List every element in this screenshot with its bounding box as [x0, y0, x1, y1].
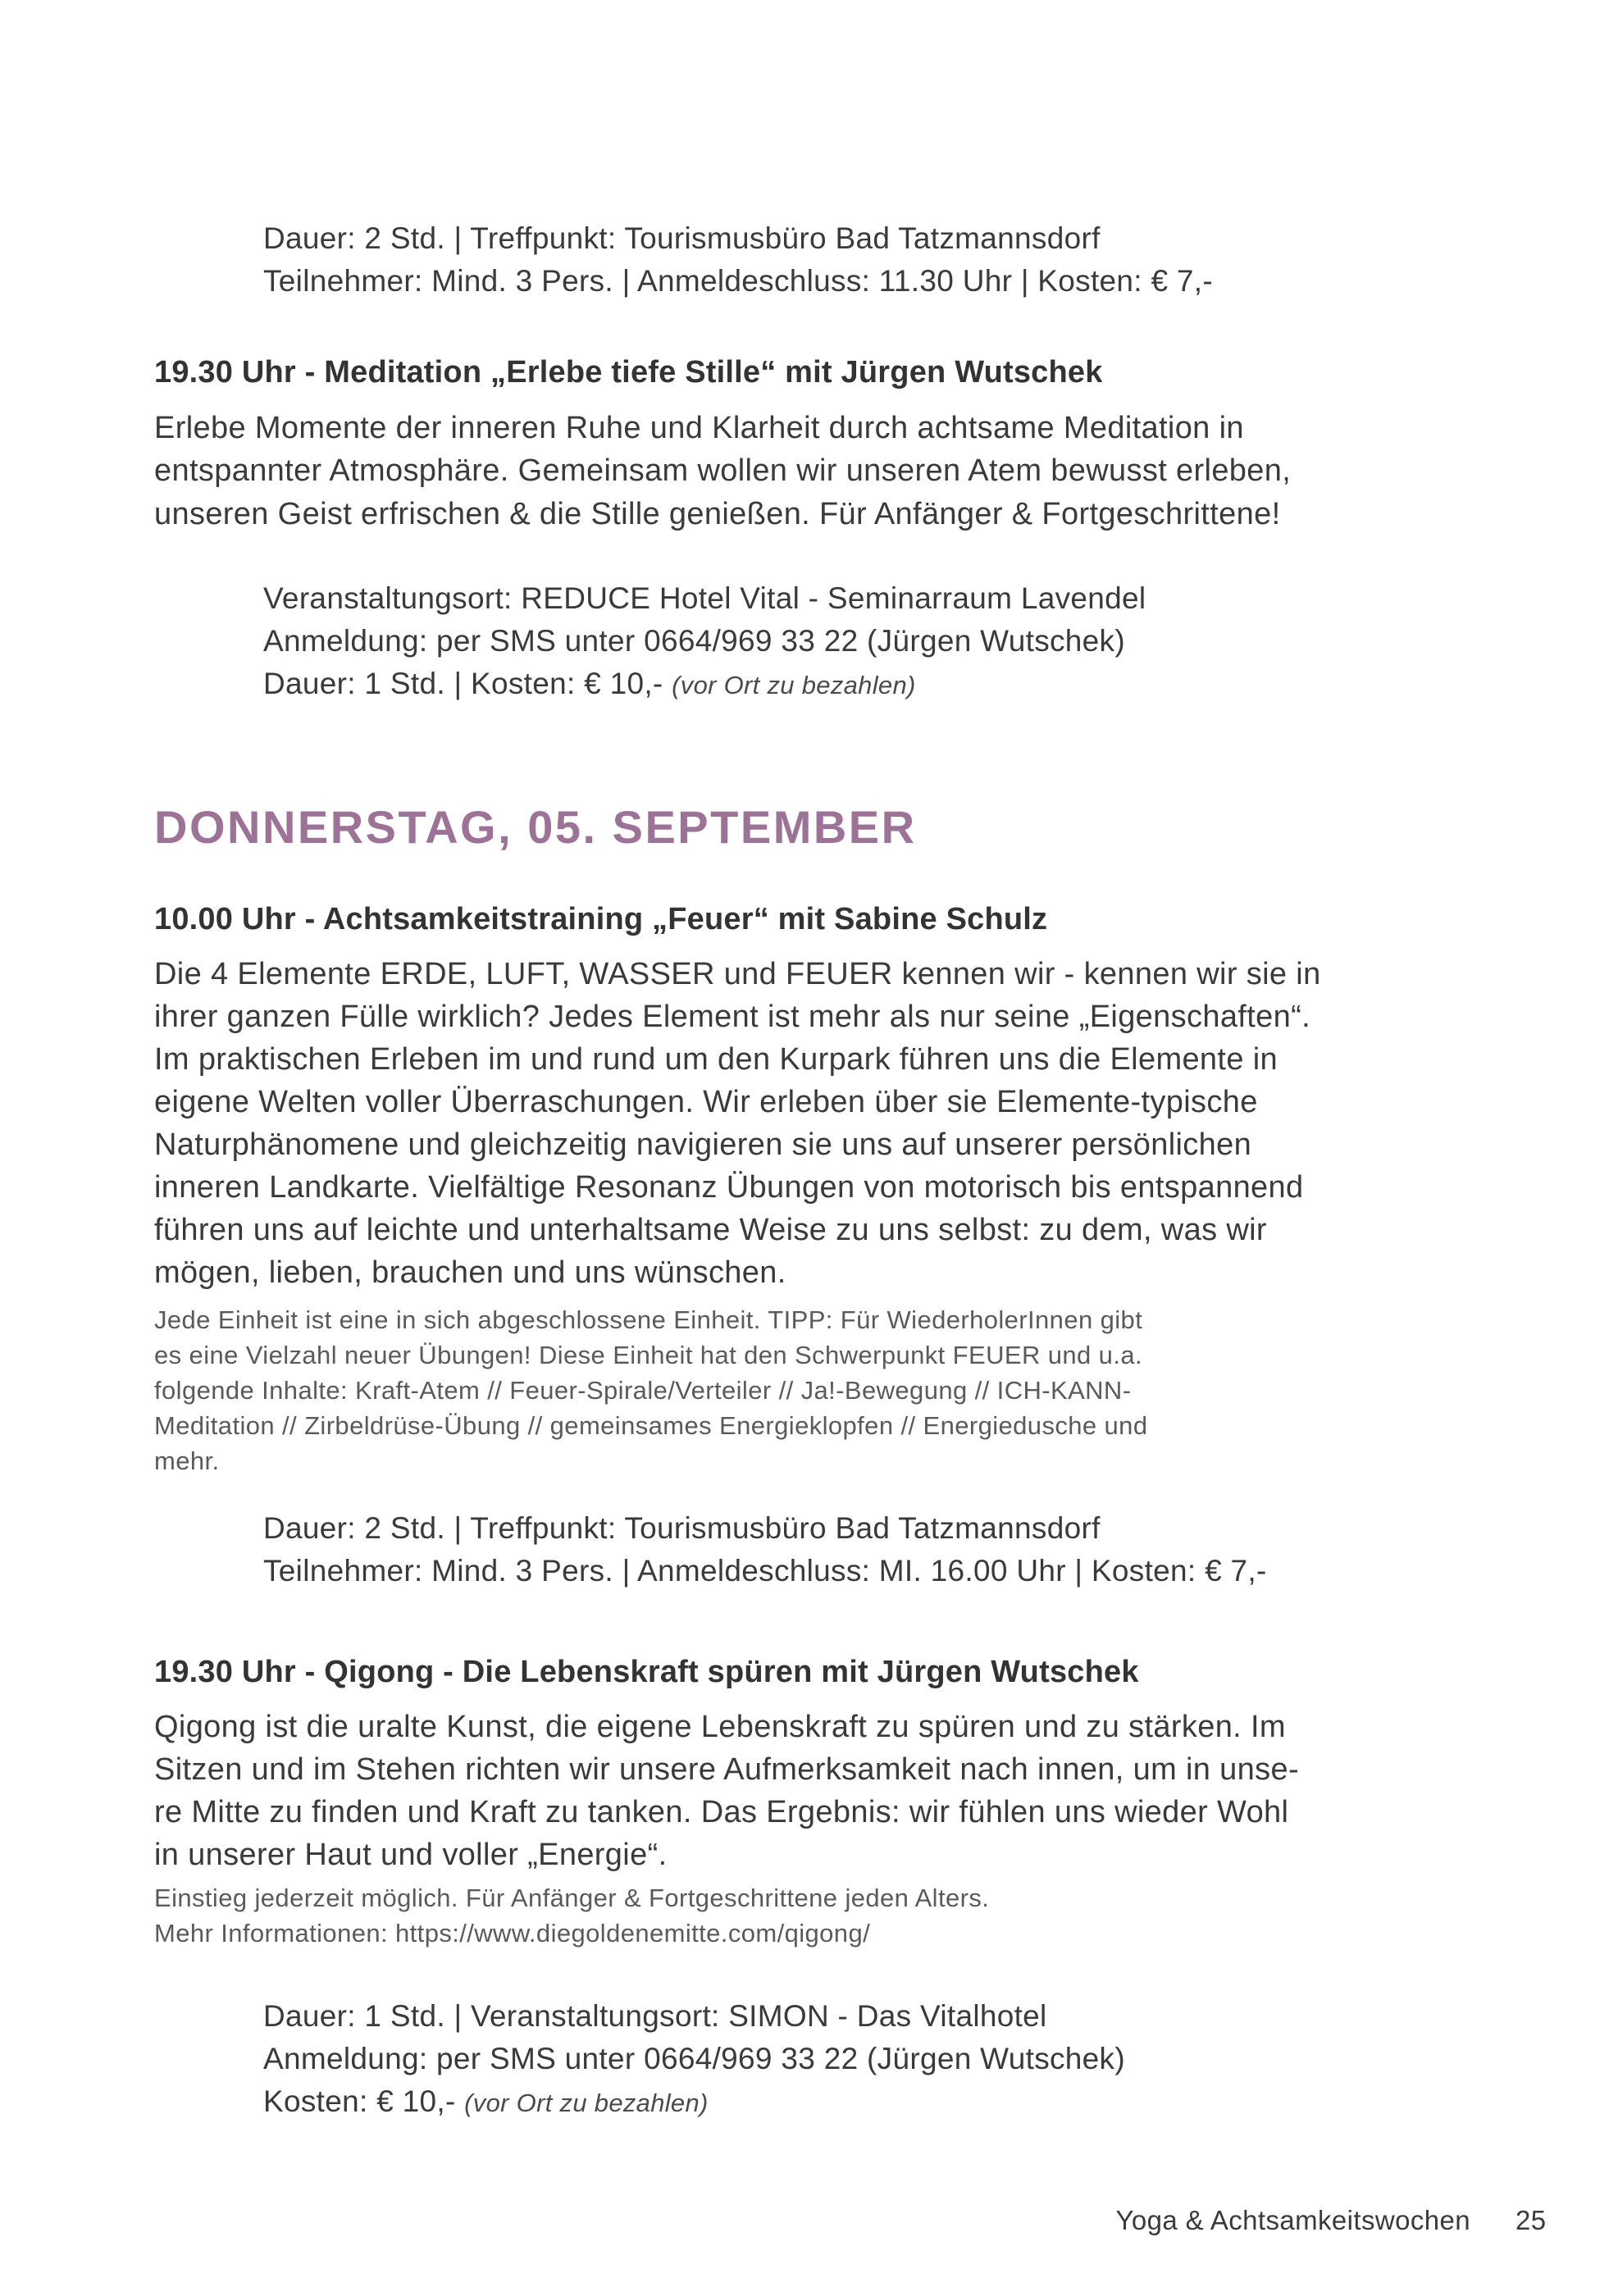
day-heading: DONNERSTAG, 05. SEPTEMBER [154, 801, 917, 853]
cost-text: Kosten: € 10,- [263, 2084, 456, 2118]
note-line: es eine Vielzahl neuer Übungen! Diese Einheit hat den Schwerpunkt FEUER und u.a. [154, 1341, 1142, 1369]
info-line: Dauer: 2 Std. | Treffpunkt: Tourismusbüro Bad Tatzmannsdorf [263, 221, 1101, 255]
info-line: Anmeldung: per SMS unter 0664/969 33 22 (Jürgen Wutschek) [263, 2042, 1125, 2075]
body-line: Im praktischen Erleben im und rund um den Kurpark führen uns die Elemente in [154, 1042, 1278, 1077]
body-line: Qigong ist die uralte Kunst, die eigene Lebenskraft zu spüren und zu stärken. Im [154, 1710, 1286, 1744]
note-line: Mehr Informationen: https://www.diegoldenemitte.com/qigong/ [154, 1919, 871, 1947]
body-line: inneren Landkarte. Vielfältige Resonanz Übungen von motorisch bis entspannend [154, 1170, 1304, 1205]
body-line: ihrer ganzen Fülle wirklich? Jedes Element ist mehr als nur seine „Eigenschaften“. [154, 1000, 1311, 1034]
event-heading: 10.00 Uhr - Achtsamkeitstraining „Feuer“ mit Sabine Schulz [154, 902, 1048, 936]
body-line: führen uns auf leichte und unterhaltsame Weise zu uns selbst: zu dem, was wir [154, 1213, 1267, 1247]
event-heading: 19.30 Uhr - Qigong - Die Lebenskraft spüren mit Jürgen Wutschek [154, 1655, 1139, 1689]
body-line: entspannter Atmosphäre. Gemeinsam wollen wir unseren Atem bewusst erleben, [154, 453, 1292, 488]
body-line: in unserer Haut und voller „Energie“. [154, 1838, 668, 1872]
note-line: Meditation // Zirbeldrüse-Übung // gemeinsames Energieklopfen // Energiedusche und [154, 1411, 1148, 1440]
cost-text: Dauer: 1 Std. | Kosten: € 10,- [263, 667, 663, 700]
body-line: re Mitte zu finden und Kraft zu tanken. Das Ergebnis: wir fühlen uns wieder Wohl [154, 1795, 1289, 1829]
page-number: 25 [1515, 2205, 1547, 2235]
footer-title: Yoga & Achtsamkeitswochen [1115, 2205, 1470, 2235]
note-line: Einstieg jederzeit möglich. Für Anfänger & Fortgeschrittene jeden Alters. [154, 1884, 990, 1912]
payment-note: (vor Ort zu bezahlen) [464, 2089, 709, 2117]
note-line: folgende Inhalte: Kraft-Atem // Feuer-Spirale/Verteiler // Ja!-Bewegung // ICH-KANN- [154, 1376, 1132, 1405]
body-line: mögen, lieben, brauchen und uns wünschen. [154, 1255, 786, 1290]
event-heading: 19.30 Uhr - Meditation „Erlebe tiefe Stille“ mit Jürgen Wutschek [154, 355, 1103, 390]
body-line: Sitzen und im Stehen richten wir unsere Aufmerksamkeit nach innen, um in unse- [154, 1752, 1299, 1787]
body-line: Naturphänomene und gleichzeitig navigieren sie uns auf unserer persönlichen [154, 1128, 1252, 1162]
info-line: Anmeldung: per SMS unter 0664/969 33 22 (Jürgen Wutschek) [263, 624, 1125, 658]
body-line: Erlebe Momente der inneren Ruhe und Klarheit durch achtsame Meditation in [154, 411, 1244, 445]
note-line: mehr. [154, 1446, 220, 1475]
body-line: eigene Welten voller Überraschungen. Wir erleben über sie Elemente-typische [154, 1085, 1258, 1119]
info-line: Teilnehmer: Mind. 3 Pers. | Anmeldeschluss: 11.30 Uhr | Kosten: € 7,- [263, 264, 1213, 298]
info-line [263, 667, 916, 701]
info-line: Teilnehmer: Mind. 3 Pers. | Anmeldeschluss: MI. 16.00 Uhr | Kosten: € 7,- [263, 1554, 1267, 1588]
body-line: Die 4 Elemente ERDE, LUFT, WASSER und FEUER kennen wir - kennen wir sie in [154, 957, 1321, 991]
info-line: Veranstaltungsort: REDUCE Hotel Vital - Seminarraum Lavendel [263, 581, 1146, 615]
note-line: Jede Einheit ist eine in sich abgeschlossene Einheit. TIPP: Für WiederholerInnen gibt [154, 1305, 1143, 1334]
payment-note: (vor Ort zu bezahlen) [672, 671, 916, 699]
body-line: unseren Geist erfrischen & die Stille genießen. Für Anfänger & Fortgeschrittene! [154, 497, 1281, 531]
info-line: Dauer: 2 Std. | Treffpunkt: Tourismusbüro Bad Tatzmannsdorf [263, 1511, 1101, 1545]
info-line: Dauer: 1 Std. | Veranstaltungsort: SIMON - Das Vitalhotel [263, 1999, 1047, 2033]
info-line [263, 2084, 709, 2119]
